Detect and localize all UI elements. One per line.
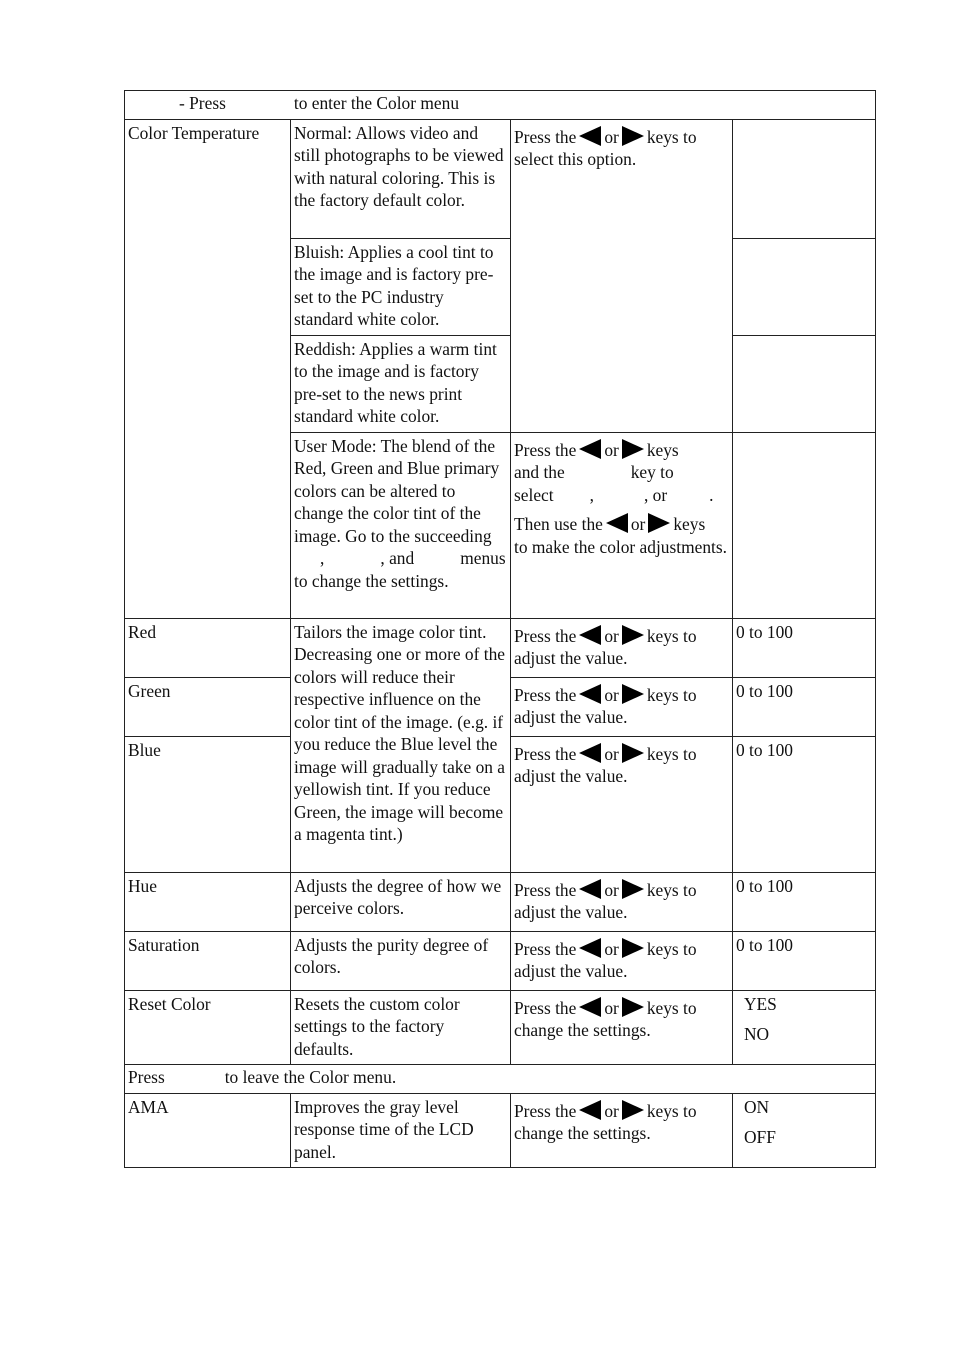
- reddish-desc: Reddish: Applies a warm tint to the image and is factory pre-set to the news print standard white color.: [291, 335, 511, 432]
- right-arrow-icon: [622, 439, 644, 459]
- right-arrow-icon: [648, 513, 670, 533]
- option-on[interactable]: ON: [744, 1096, 770, 1117]
- right-arrow-icon: [622, 743, 644, 763]
- right-arrow-icon: [622, 625, 644, 645]
- reset-color-op: Press the or keys to change the settings.: [511, 990, 733, 1065]
- hue-label: Hue: [125, 872, 291, 931]
- saturation-range: 0 to 100: [733, 931, 876, 990]
- left-arrow-icon: [579, 879, 601, 899]
- option-yes[interactable]: YES: [744, 993, 777, 1014]
- green-label: Green: [125, 677, 291, 736]
- leave-menu-row: [125, 1065, 876, 1094]
- user-mode-desc: User Mode: The blend of the Red, Green and Blue primary colors can be altered to change the color tint of the image. Go to the succeeding, , and menus to change the settings.: [291, 432, 511, 618]
- option-off[interactable]: OFF: [744, 1127, 776, 1147]
- blue-range: 0 to 100: [733, 736, 876, 872]
- color-temperature-normal-row: [125, 119, 876, 238]
- red-op: Press the or keys to adjust the value.: [511, 618, 733, 677]
- hue-desc: Adjusts the degree of how we perceive colors.: [291, 872, 511, 931]
- green-range: 0 to 100: [733, 677, 876, 736]
- user-mode-op: Press the or keys and the key to select , , or . Then use the or keys to make the color adjustments.: [511, 432, 733, 618]
- left-arrow-icon: [579, 439, 601, 459]
- red-range: 0 to 100: [733, 618, 876, 677]
- ama-op: Press the or keys to change the settings.: [511, 1093, 733, 1168]
- reddish-range: [733, 335, 876, 432]
- green-op: Press the or keys to adjust the value.: [511, 677, 733, 736]
- leave-color-menu-text: to leave the Color menu.: [224, 1067, 397, 1087]
- leave-menu-cell: [125, 1065, 876, 1094]
- red-row: [125, 618, 876, 677]
- normal-desc: Normal: Allows video and still photographs to be viewed with natural coloring. This is the factory default color.: [291, 119, 511, 238]
- reset-color-label: Reset Color: [125, 990, 291, 1065]
- left-arrow-icon: [579, 1100, 601, 1120]
- user-mode-range: [733, 432, 876, 618]
- left-arrow-icon: [579, 938, 601, 958]
- left-arrow-icon: [606, 513, 628, 533]
- reset-color-desc: Resets the custom color settings to the factory defaults.: [291, 990, 511, 1065]
- ama-desc: Improves the gray level response time of the LCD panel.: [291, 1093, 511, 1168]
- left-arrow-icon: [579, 625, 601, 645]
- color-menu-table: [124, 90, 876, 1168]
- ama-row: [125, 1093, 876, 1168]
- press-label: - Press: [179, 93, 226, 113]
- saturation-row: [125, 931, 876, 990]
- ama-options: [733, 1093, 876, 1168]
- saturation-label: Saturation: [125, 931, 291, 990]
- rgb-desc: Tailors the image color tint. Decreasing one or more of the colors will reduce their respective influence on the color tint of the image. (e.g. if you reduce the Blue level the image will gradually take on a yellowish tint. If you reduce Green, the image will become a magenta tint.): [291, 618, 511, 872]
- red-label: Red: [125, 618, 291, 677]
- enter-menu-row: [125, 91, 876, 120]
- left-arrow-icon: [579, 684, 601, 704]
- right-arrow-icon: [622, 879, 644, 899]
- right-arrow-icon: [622, 684, 644, 704]
- color-temp-select-op: Press the or keys to select this option.: [511, 119, 733, 432]
- right-arrow-icon: [622, 997, 644, 1017]
- blue-op: Press the or keys to adjust the value.: [511, 736, 733, 872]
- press-label: Press: [128, 1067, 165, 1087]
- bluish-desc: Bluish: Applies a cool tint to the image and is factory pre-set to the PC industry standard white color.: [291, 238, 511, 335]
- color-menu-table-container: [124, 90, 875, 1168]
- enter-menu-cell: [125, 91, 876, 120]
- ama-label: AMA: [125, 1093, 291, 1168]
- hue-op: Press the or keys to adjust the value.: [511, 872, 733, 931]
- bluish-range: [733, 238, 876, 335]
- right-arrow-icon: [622, 938, 644, 958]
- right-arrow-icon: [622, 126, 644, 146]
- left-arrow-icon: [579, 997, 601, 1017]
- enter-color-menu-text: to enter the Color menu: [293, 93, 460, 113]
- color-temperature-label: Color Temperature: [125, 119, 291, 618]
- blue-label: Blue: [125, 736, 291, 872]
- hue-range: 0 to 100: [733, 872, 876, 931]
- left-arrow-icon: [579, 743, 601, 763]
- saturation-desc: Adjusts the purity degree of colors.: [291, 931, 511, 990]
- reset-color-row: [125, 990, 876, 1065]
- hue-row: [125, 872, 876, 931]
- saturation-op: Press the or keys to adjust the value.: [511, 931, 733, 990]
- right-arrow-icon: [622, 1100, 644, 1120]
- option-no[interactable]: NO: [744, 1024, 770, 1044]
- reset-color-options: [733, 990, 876, 1065]
- normal-range: [733, 119, 876, 238]
- left-arrow-icon: [579, 126, 601, 146]
